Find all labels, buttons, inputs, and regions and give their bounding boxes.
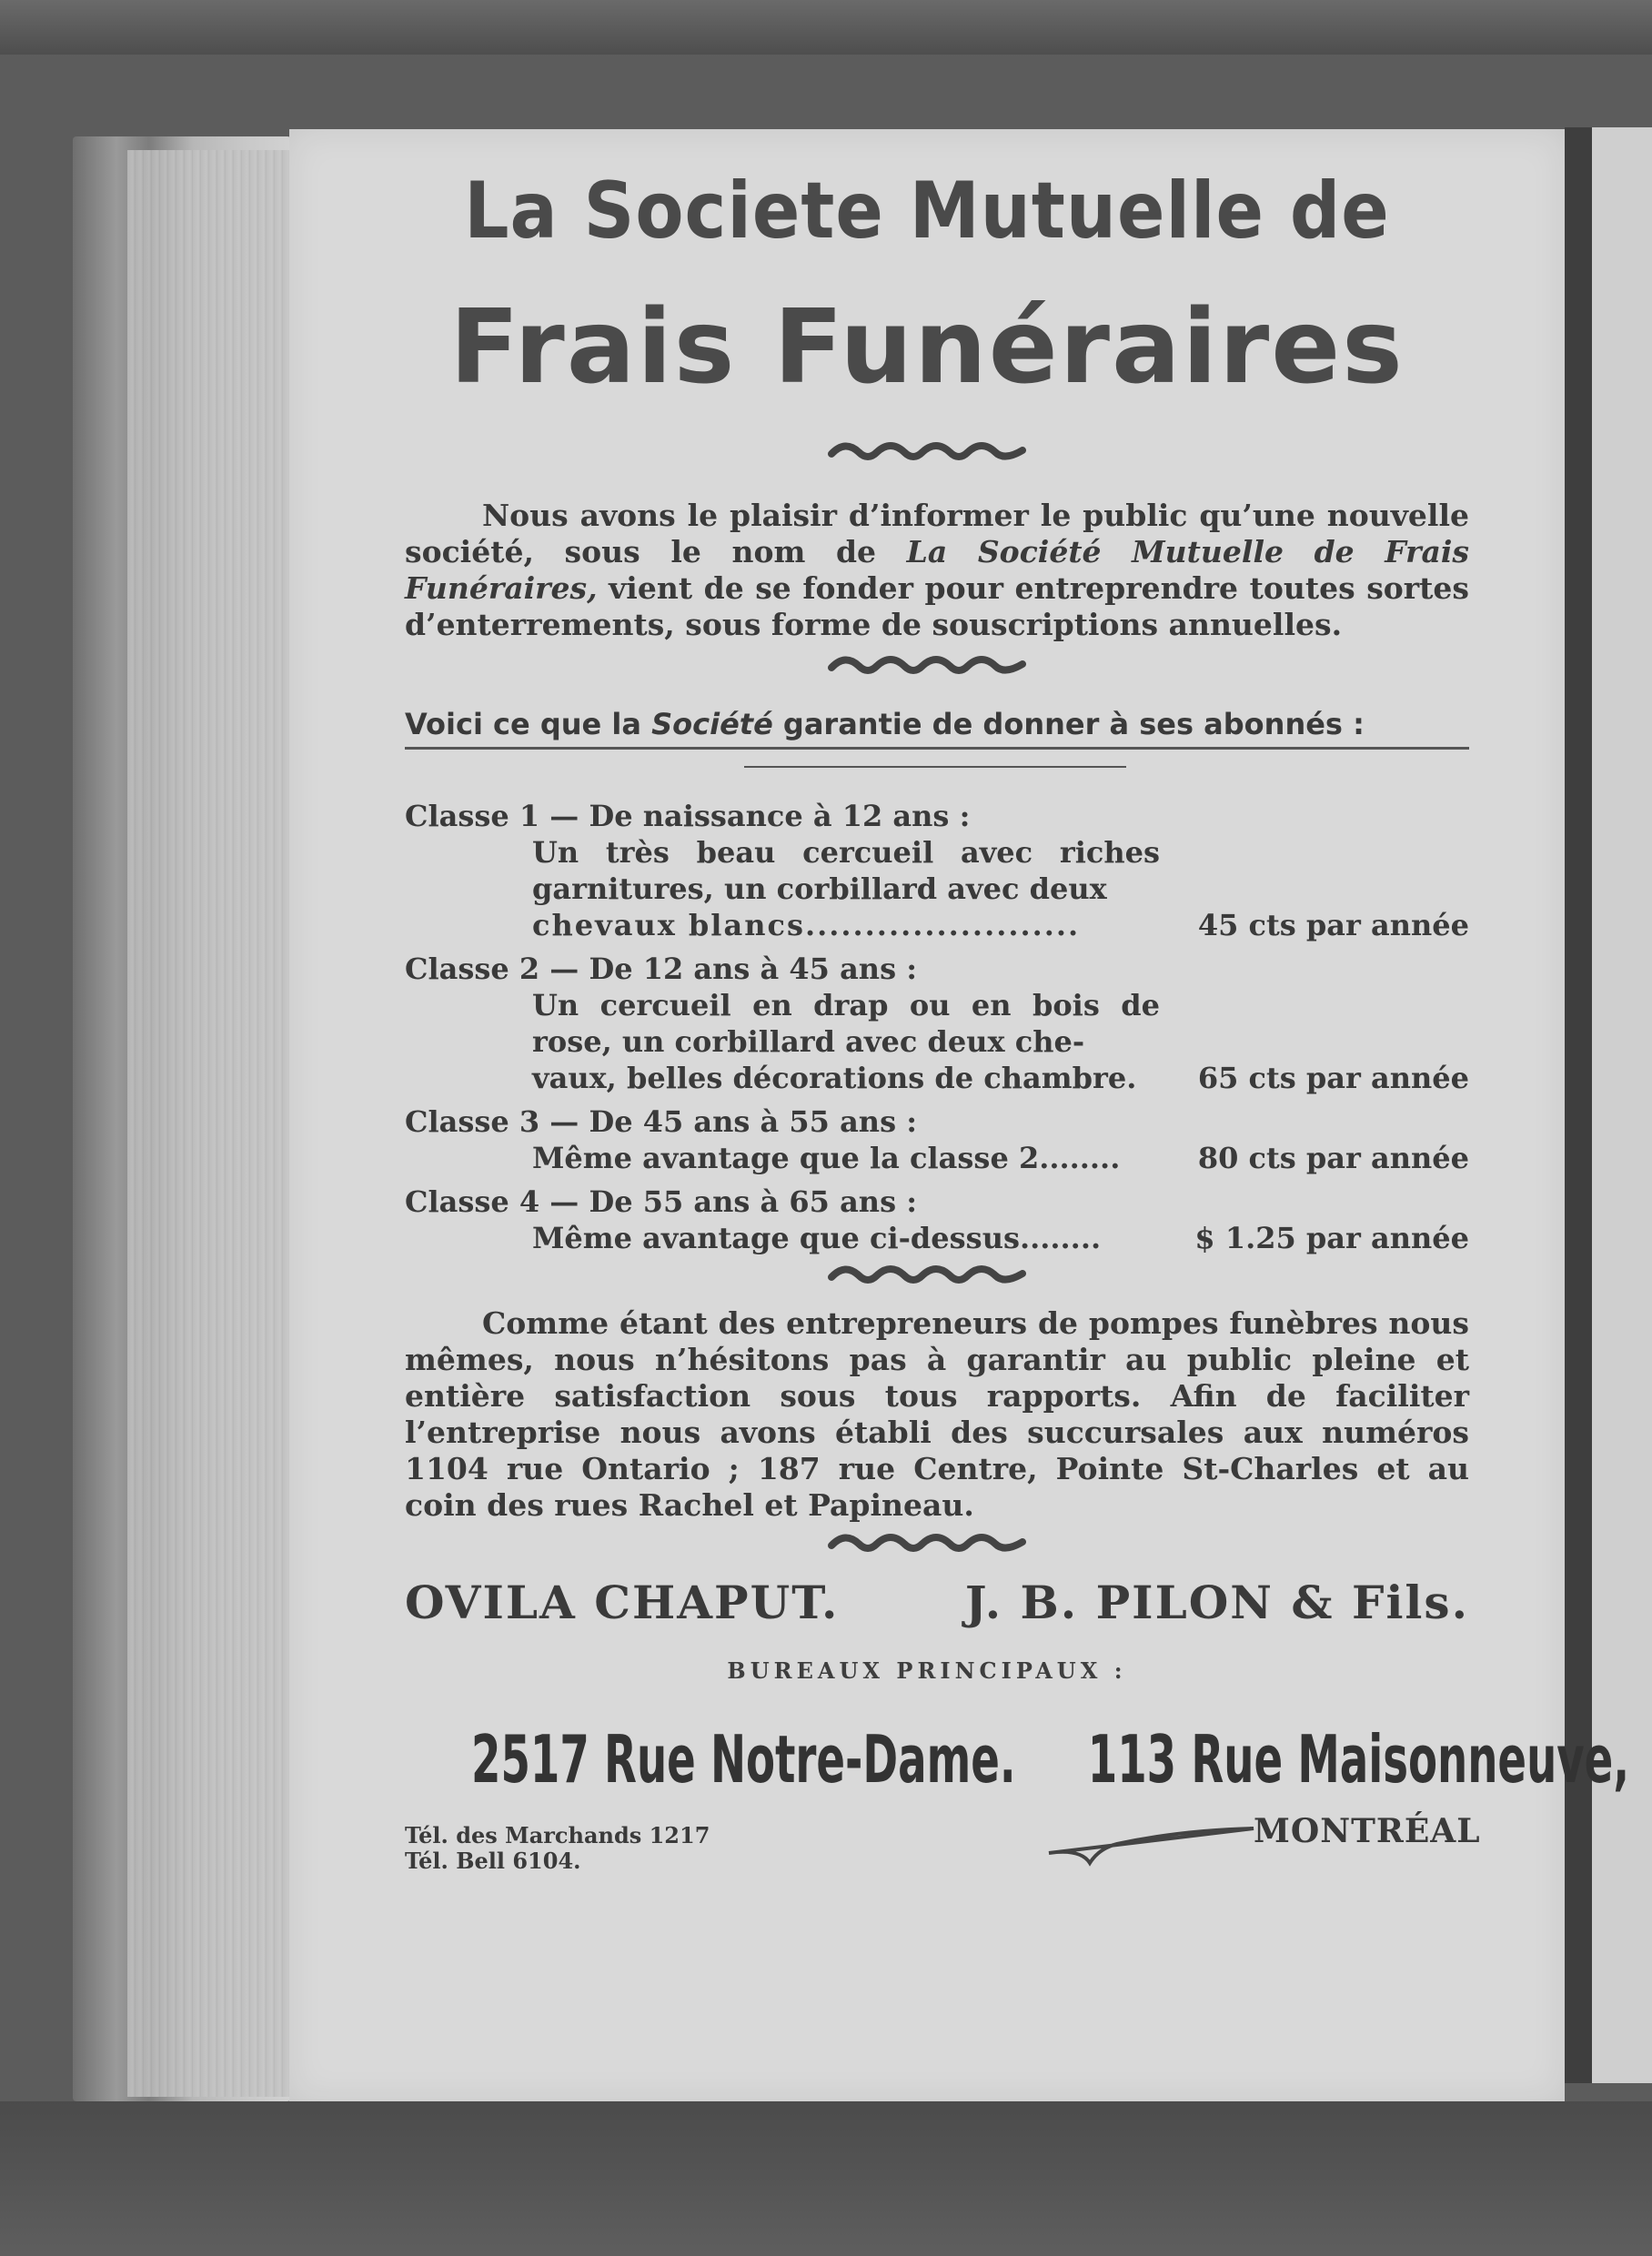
divider (744, 766, 1126, 768)
page-title-line2: Frais Funéraires (449, 288, 1405, 407)
scan-background-bottom (0, 2101, 1652, 2256)
class-item (405, 951, 1469, 1096)
closing-paragraph: Comme étant des entrepreneurs de pompes funèbres nous mêmes, nous n’hésitons pas à garantir au public pleine et entière satisfaction sous tous rapports. Afin de faciliter l’entreprise nous avons établi des succursales aux numéros 1104 rue Ontario ; 187 rue Centre, Pointe St-Charles et au coin des rues Rachel et Papineau. (405, 1305, 1469, 1523)
class-item (405, 798, 1469, 943)
class-item (405, 1183, 1469, 1256)
advertisement-page (289, 129, 1630, 2101)
guarantee-text-before: Voici ce que la (405, 707, 652, 741)
ornament-icon (827, 648, 1027, 684)
city-label: MONTRÉAL (1254, 1812, 1481, 1850)
intro-society-name: La Société Mutuelle de Frais Funéraires, (405, 534, 1469, 606)
class-heading: Classe 3 — De 45 ans à 55 ans : (405, 1104, 918, 1139)
office-addresses (471, 1721, 1630, 1798)
class-description-end: Même avantage que ci-dessus........ (532, 1221, 1102, 1255)
ornament-icon (827, 434, 1027, 470)
telephone-2: Tél. Bell 6104. (405, 1848, 581, 1874)
intro-text-before: Nous avons le plaisir d’informer le public qu’une nouvelle société, sous le nom de (405, 498, 1469, 569)
class-price-line (405, 907, 1469, 943)
signatories (405, 1576, 1469, 1629)
class-list (405, 798, 1469, 1256)
book-page-stack (127, 150, 291, 2097)
class-price: 45 cts par année (1197, 908, 1469, 942)
ornament-icon (827, 1526, 1027, 1562)
guarantee-heading (405, 707, 1469, 750)
class-description-end: Même avantage que la classe 2........ (532, 1141, 1121, 1175)
class-heading: Classe 2 — De 12 ans à 45 ans : (405, 952, 918, 986)
guarantee-society: Société (651, 707, 773, 741)
class-description-end: chevaux blancs....................... (532, 908, 1081, 942)
class-price: 80 cts par année (1197, 1141, 1469, 1175)
telephone-numbers (405, 1823, 710, 1874)
class-price-line (405, 1140, 1469, 1176)
quill-flourish-icon (1044, 1803, 1263, 1867)
address-right: 113 Rue Maisonneuve, (1087, 1721, 1630, 1798)
signatory-left: OVILA CHAPUT. (405, 1576, 840, 1629)
class-price-line (405, 1060, 1469, 1096)
class-description: Un cercueil en drap ou en bois de rose, un corbillard avec deux che- (532, 988, 1160, 1059)
telephone-1: Tél. des Marchands 1217 (405, 1822, 710, 1848)
ornament-icon (827, 1257, 1027, 1294)
class-description: Un très beau cercueil avec riches garnitures, un corbillard avec deux (532, 835, 1160, 906)
guarantee-text-after: garantie de donner à ses abonnés : (772, 707, 1365, 741)
scan-background-top (0, 0, 1652, 55)
class-item (405, 1103, 1469, 1176)
offices-label: BUREAUX PRINCIPAUX : (727, 1657, 1127, 1684)
class-heading: Classe 1 — De naissance à 12 ans : (405, 799, 971, 833)
class-price: $ 1.25 par année (1194, 1221, 1469, 1255)
address-left: 2517 Rue Notre-Dame. (471, 1721, 1016, 1798)
class-price-line (405, 1220, 1469, 1256)
class-description-end: vaux, belles décorations de chambre. (532, 1061, 1137, 1095)
class-price: 65 cts par année (1197, 1061, 1469, 1095)
intro-paragraph (405, 498, 1469, 643)
class-heading: Classe 4 — De 55 ans à 65 ans : (405, 1184, 918, 1219)
page-title-line1: La Societe Mutuelle de (464, 166, 1390, 257)
intro-text-after: vient de se fonder pour entreprendre toutes sortes d’enterrements, sous forme de souscriptions annuelles. (405, 570, 1469, 642)
signatory-right: J. B. PILON & Fils. (964, 1576, 1469, 1629)
